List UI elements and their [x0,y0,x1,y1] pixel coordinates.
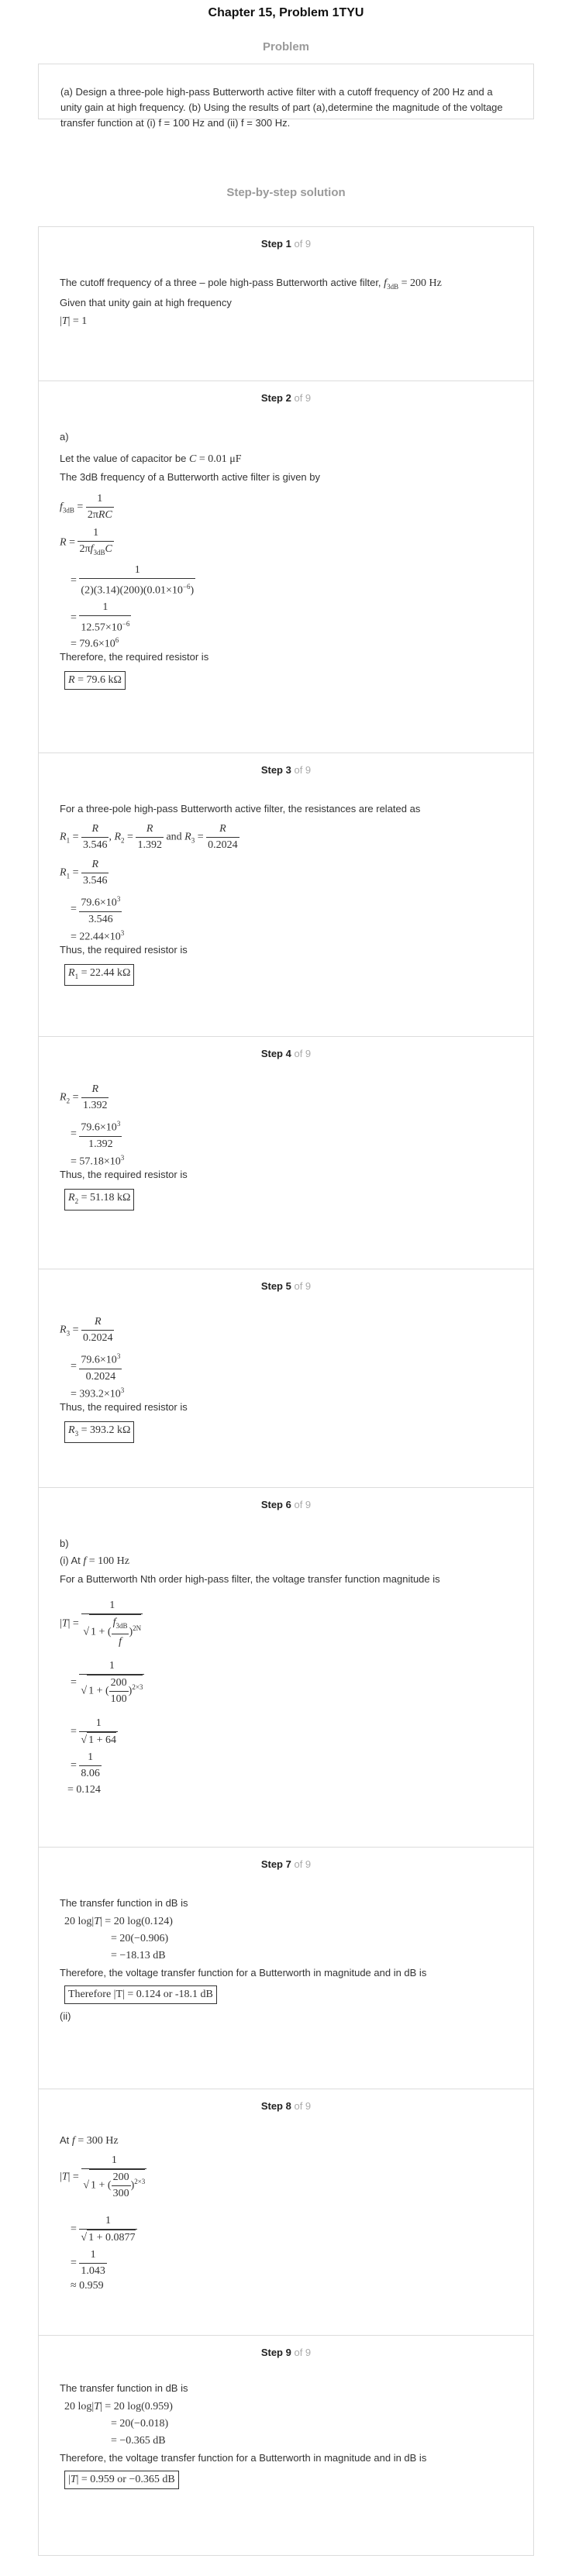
step-title [39,764,533,776]
step-math: ≈ 0.959 [71,2280,104,2292]
step-math: C [188,453,197,465]
step-math: $R_3$ = $\frac{R}{0.2024}$ [60,1316,113,1344]
step-math: |T| = 1 [60,315,88,327]
step-6-card [38,1488,534,1848]
step-math: $f_{3dB} = 200$ Hz [384,277,442,291]
step-text [60,1553,129,1569]
step-math: $R_1 = 22.44$ kΩ [64,964,134,986]
step-7-card [38,1848,534,2089]
step-title [39,392,533,404]
step-label: Step 6 [260,1499,291,1510]
step-math: = $\frac{1}{12.57\times 10^{-6}}$ [71,601,130,634]
problem-text: (a) Design a three-pole high-pass Butterworth active filter with a cutoff frequency of 200 Hz and a unity gain at high frequency. (b) Using the results of part (a),determine the magnitude of the voltage transfer function at (i) f = 100 Hz and (ii) f = 300 Hz. [60,86,503,129]
step-title [39,1858,533,1870]
step-math: $f_{3dB}$ = $\frac{1}{\text{2πRC}}$ [60,493,112,521]
step-count: of 9 [294,2347,312,2358]
page-title: Chapter 15, Problem 1TYU [208,6,364,19]
step-math: = −0.365 dB [111,2435,166,2447]
step-text: Thus, the required resistor is [60,1401,188,1413]
step-math: 20 log|T| = 20 log(0.124) [64,1916,173,1927]
step-count: of 9 [294,2100,312,2112]
step-5-card [38,1269,534,1488]
step-math: = $\frac{1}{8.06}$ [71,1751,100,1779]
step-math: = $393.2\times 10^3$ [71,1386,125,1400]
step-count: of 9 [294,764,312,776]
step-label: Step 5 [260,1280,291,1292]
step-label: Step 8 [260,2100,291,2112]
step-text: a) [60,431,69,443]
step-math: = $\frac{1}{(2)(3.14)(200)(0.01\times 10^{-6})}$ [71,564,195,597]
step-math: = $\frac{79.6\times 10^3}{1.392}$ [71,1116,122,1152]
step-8-card [38,2089,534,2336]
step-math: f = 300 Hz [71,2135,119,2147]
step-9-card [38,2336,534,2556]
step-math: R = $\frac{1}{2\pi f_{3dB}C}$ [60,527,112,556]
step-text: For a Butterworth Nth order high-pass filter, the voltage transfer function magnitude is [60,1573,440,1585]
step-count: of 9 [294,238,312,250]
step-math: $R_2$ = $\frac{R}{1.392}$ [60,1083,108,1111]
step-math: = 1 √ 1 + ( $\frac{200}{100}$ )$^{2\times 3}$ [71,1658,144,1707]
step-math: = 0.01 μF [196,453,242,465]
step-math: |T| = 1 √ 1 + ( $\frac{200}{300}$ )$^{2\times 3}$ [60,2153,146,2202]
step-math: = $\frac{79.6\times 10^3}{0.2024}$ [71,1348,122,1385]
step-math: = 0.124 [67,1784,101,1796]
step-math: = $22.44\times 10^3$ [71,929,125,943]
step-math: = 20(−0.906) [111,1933,169,1944]
step-text: The transfer function in dB is [60,1897,188,1909]
step-title [39,238,533,250]
step-count: of 9 [294,1858,312,1870]
step-text: The 3dB frequency of a Butterworth active filter is given by [60,471,321,483]
step-2-card [38,381,534,753]
step-text: b) [60,1538,69,1549]
step-math: = $\frac{79.6\times 10^3}{3.546}$ [71,891,122,928]
step-math: |T| = 0.959 or −0.365 dB [64,2471,179,2489]
step-math: = $57.18\times 10^3$ [71,1154,125,1168]
step-text: The cutoff frequency of a three – pole high-pass Butterworth active filter, [60,277,381,288]
step-count: of 9 [294,1048,312,1059]
step-text [60,275,442,294]
solution-heading: Step-by-step solution [226,186,346,199]
problem-card [38,64,534,129]
step-title [39,2100,533,2112]
step-math: R = 79.6 kΩ [64,671,126,690]
step-4-card [38,1037,534,1269]
step-math: $R_3 = 393.2$ kΩ [64,1421,134,1443]
step-text: (i) At [60,1555,81,1566]
step-math: $R_1$ = $\frac{R}{3.546}$ [60,859,108,887]
step-math: = −18.13 dB [111,1950,166,1961]
step-math: = $\frac{1}{1.043}$ [71,2249,105,2277]
step-text: Thus, the required resistor is [60,1169,188,1180]
step-math: f = 100 Hz [83,1555,129,1567]
step-math: = $79.6\times 10^6$ [71,636,119,650]
step-math: = $\frac{1}{√ 1 + 64}$ [71,1716,118,1748]
step-label: Step 4 [260,1048,291,1059]
step-text: Given that unity gain at high frequency [60,297,232,308]
step-math: $R_2 = 51.18$ kΩ [64,1189,134,1211]
step-count: of 9 [294,1280,312,1292]
step-text: Let the value of capacitor be [60,453,187,464]
problem-heading: Problem [262,40,309,53]
step-label: Step 7 [260,1858,291,1870]
step-count: of 9 [294,392,312,404]
step-text: The transfer function in dB is [60,2382,188,2394]
step-title [39,1499,533,1510]
step-label: Step 2 [260,392,291,404]
step-text: Therefore, the voltage transfer function for a Butterworth in magnitude and in dB is [60,2452,427,2464]
step-title [39,1280,533,1292]
step-label: Step 1 [260,238,291,250]
step-math: 20 log|T| = 20 log(0.959) [64,2401,173,2412]
step-text: (ii) [60,2010,71,2022]
step-text: Therefore, the voltage transfer function for a Butterworth in magnitude and in dB is [60,1967,427,1978]
step-1-card [38,226,534,381]
step-math: $R_1$ = $\frac{R}{3.546}$ , $R_2$ = $\frac{R}{1.392}$ and $R_3$ = $\frac{R}{0.2024}$ [60,823,238,851]
step-title [39,2347,533,2358]
step-text [60,2133,119,2149]
step-math: = 20(−0.018) [111,2418,169,2430]
step-count: of 9 [294,1499,312,1510]
step-label: Step 3 [260,764,291,776]
step-math: Therefore |T| = 0.124 or -18.1 dB [64,1985,217,2004]
step-text [60,451,242,467]
step-text: For a three-pole high-pass Butterworth active filter, the resistances are related as [60,803,421,814]
step-math: |T| = 1 √ 1 + ( $\frac{f_{3dB}}{f}$ )$^{2N}$ [60,1598,143,1650]
step-text: At [60,2134,70,2146]
step-text: Therefore, the required resistor is [60,651,209,663]
step-text: Thus, the required resistor is [60,944,188,956]
step-3-card [38,753,534,1037]
step-math: = $\frac{1}{√ 1 + 0.0877}$ [71,2213,137,2246]
step-label: Step 9 [260,2347,291,2358]
step-title [39,1048,533,1059]
